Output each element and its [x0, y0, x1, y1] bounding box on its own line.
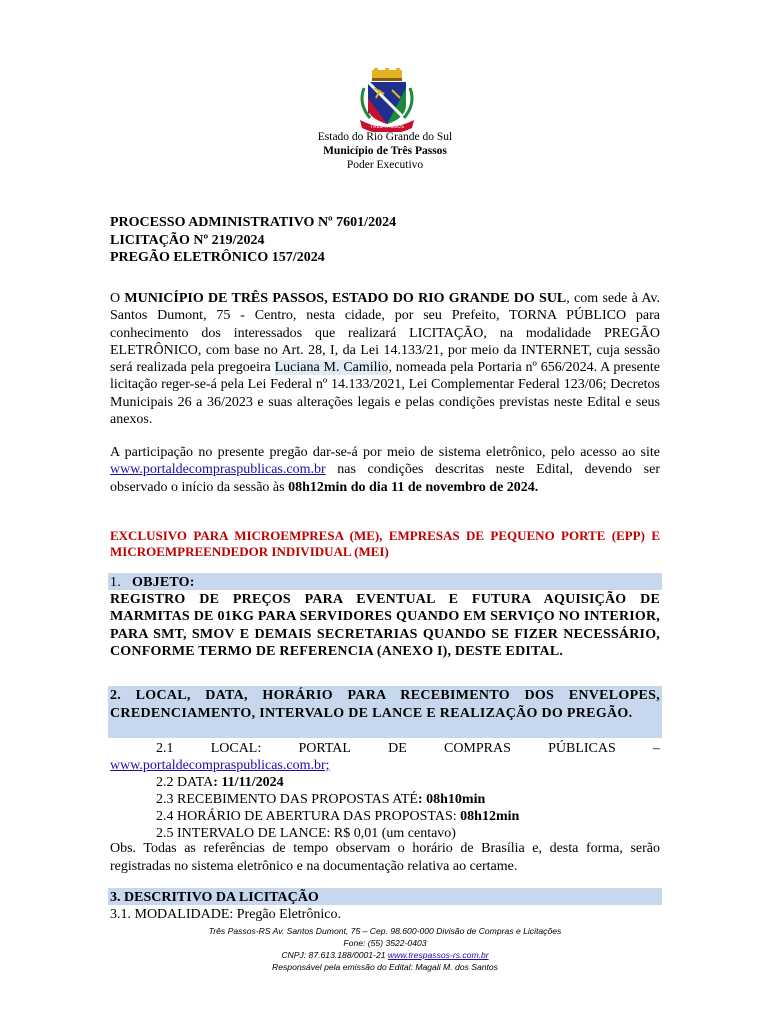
process-number: PROCESSO ADMINISTRATIVO Nº 7601/2024 [110, 215, 397, 230]
item-2-5-interval: 2.5 INTERVALO DE LANCE: R$ 0,01 (um centavo) [156, 826, 456, 841]
header-state: Estado do Rio Grande do Sul [317, 131, 453, 143]
item-2-3-receipt: 2.3 RECEBIMENTO DAS PROPOSTAS ATÉ: 08h10min [156, 792, 486, 807]
header-branch: Poder Executivo [346, 159, 424, 171]
participation-paragraph: A participação no presente pregão dar-se-á por meio de sistema eletrônico, pelo acesso ao site www.portaldecompraspublicas.com.br nas condições descritas neste Edital, devendo ser observado o início da sessão às 08h12min do dia 11 de novembro de 2024. [110, 445, 660, 495]
auctioneer-name: Luciana M. Camilio [274, 360, 389, 376]
footer-address: Três Passos-RS Av. Santos Dumont, 75 – Cep. 98.600-000 Divisão de Compras e Licitações [208, 926, 562, 936]
item-2-1-local: 2.1 LOCAL: PORTAL DE COMPRAS PÚBLICAS – [156, 741, 660, 756]
section-object [110, 574, 660, 660]
header-municipality: Município de Três Passos [323, 145, 447, 157]
exclusive-notice: EXCLUSIVO PARA MICROEMPRESA (ME), EMPRESAS DE PEQUENO PORTE (EPP) E MICROEMPREENDEDOR INDIVIDUAL (MEI) [110, 528, 660, 559]
portal-link[interactable]: www.portaldecompraspublicas.com.br [110, 462, 326, 478]
municipal-coat-of-arms [354, 68, 420, 132]
bidding-number: LICITAÇÃO Nº 219/2024 [110, 232, 265, 248]
session-start: 08h12min do dia 11 de novembro de 2024. [288, 479, 539, 495]
footer-phone: Fone: (55) 3522-0403 [343, 938, 427, 948]
process-info [110, 214, 660, 267]
section-3-heading: 3. DESCRITIVO DA LICITAÇÃO [110, 890, 319, 905]
section-2-heading: 2. LOCAL, DATA, HORÁRIO PARA RECEBIMENTO DOS ENVELOPES, CREDENCIAMENTO, INTERVALO DE LANCE E REALIZAÇÃO DO PREGÃO. [110, 688, 660, 721]
auction-number: PREGÃO ELETRÔNICO 157/2024 [110, 250, 325, 265]
footer-responsible: Responsável pela emissão do Edital: Magali M. dos Santos [272, 962, 498, 972]
observation-note: Obs. Todas as referências de tempo observam o horário de Brasília e, desta forma, serão registradas no sistema eletrônico e na documentação relativa ao certame. [110, 841, 660, 874]
section-1-heading: 1. OBJETO: [110, 575, 195, 590]
item-2-2-date: 2.2 DATA: 11/11/2024 [156, 775, 284, 790]
item-2-4-opening: 2.4 HORÁRIO DE ABERTURA DAS PROPOSTAS: 08h12min [156, 809, 520, 824]
municipality-name: MUNICÍPIO DE TRÊS PASSOS, ESTADO DO RIO GRANDE DO SUL [124, 291, 567, 306]
item-3-1-modality: 3.1. MODALIDADE: Pregão Eletrônico. [110, 907, 341, 922]
portal-link-2[interactable]: www.portaldecompraspublicas.com.br; [110, 758, 330, 773]
object-text: REGISTRO DE PREÇOS PARA EVENTUAL E FUTURA AQUISIÇÃO DE MARMITAS DE 01KG PARA SERVIDORES QUANDO EM SERVIÇO NO INTERIOR, PARA SMT, SMOV E DEMAIS SECRETARIAS QUANDO SE FIZER NECESSÁRIO, CONFORME TERMO DE REFERENCIA (ANEXO I), DESTE EDITAL. [110, 592, 660, 659]
svg-text:TRÊS PASSOS: TRÊS PASSOS [369, 124, 405, 130]
footer-website-link[interactable]: www.trespassos-rs.com.br [387, 950, 489, 960]
item-2-1-link-row [110, 757, 330, 774]
intro-paragraph: O MUNICÍPIO DE TRÊS PASSOS, ESTADO DO RIO GRANDE DO SUL, com sede à Av. Santos Dumont, 75 - Centro, nesta cidade, por seu Prefeito, TORNA PÚBLICO para conhecimento dos interessados que realizará LICITAÇÃO, na modalidade PREGÃO ELETRÔNICO, com base no Art. 28, I, da Lei 14.133/21, por meio da INTERNET, cuja sessão será realizada pela pregoeira Luciana M. Camilio, nomeada pela Portaria nº 656/2024. A presente licitação reger-se-á pela Lei Federal nº 14.133/2021, Lei Complementar Federal 123/06; Decretos Municipais 26 a 36/2023 e suas alterações legais e pelas condições previstas neste Edital e seus anexos. [110, 291, 660, 428]
footer-cnpj: CNPJ: 87.613.188/0001-21 www.trespassos-rs.com.br [281, 950, 489, 960]
